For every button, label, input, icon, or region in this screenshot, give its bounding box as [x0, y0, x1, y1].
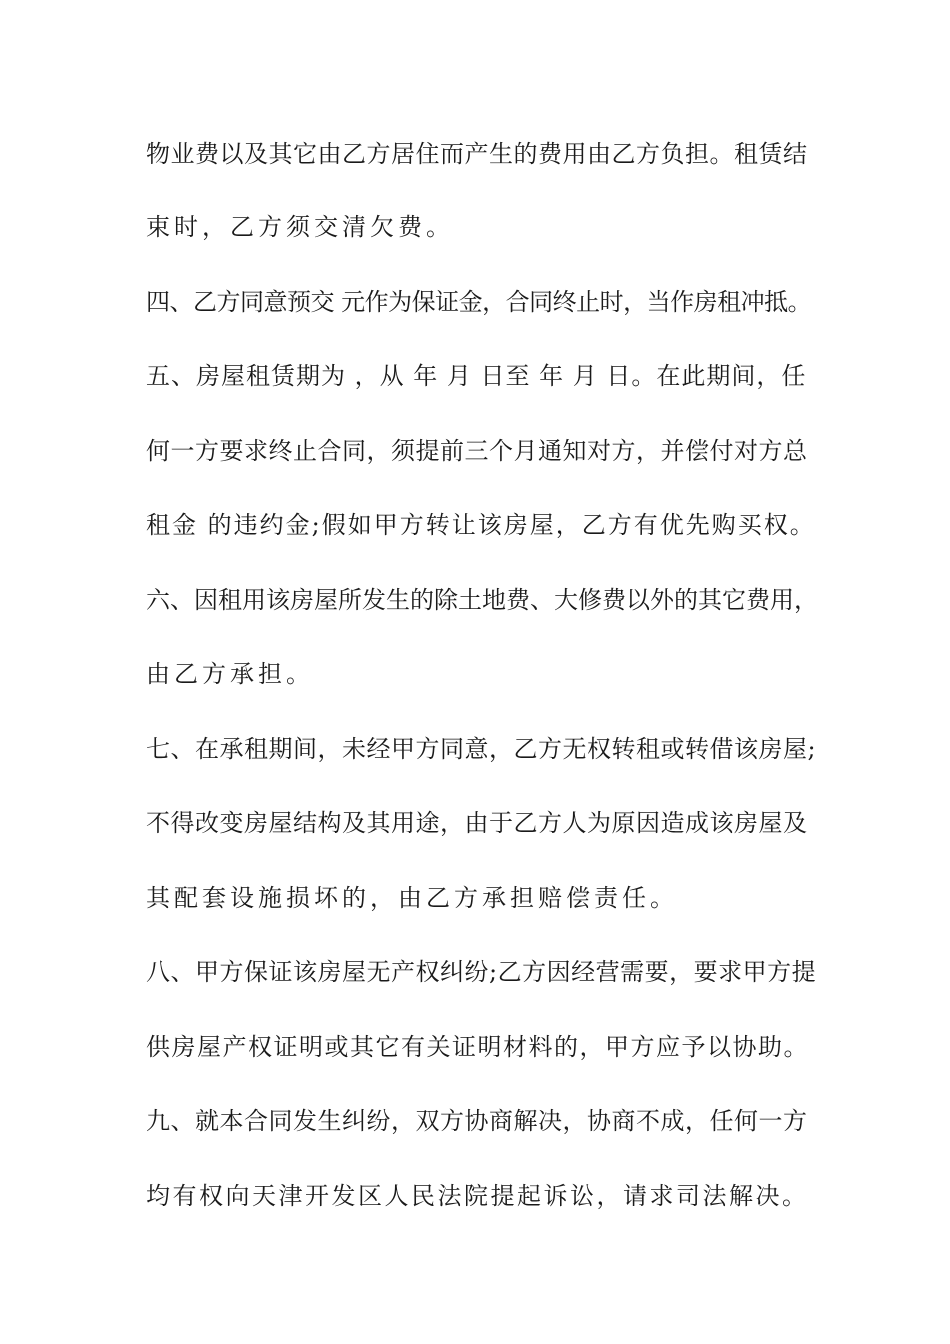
text-line: 八、甲方保证该房屋无产权纠纷;乙方因经营需要，要求甲方提	[146, 958, 817, 986]
text-line: 四、乙方同意预交 元作为保证金，合同终止时，当作房租冲抵。	[146, 288, 812, 316]
text-line: 租金 的违约金;假如甲方转让该房屋，乙方有优先购买权。	[146, 511, 816, 539]
text-line: 其配套设施损坏的，由乙方承担赔偿责任。	[146, 884, 678, 912]
text-line: 七、在承租期间，未经甲方同意，乙方无权转租或转借该房屋;	[146, 735, 817, 763]
text-line: 不得改变房屋结构及其用途，由于乙方人为原因造成该房屋及	[146, 809, 808, 837]
text-line: 均有权向天津开发区人民法院提起诉讼，请求司法解决。	[146, 1182, 809, 1210]
text-line: 供房屋产权证明或其它有关证明材料的，甲方应予以协助。	[146, 1033, 809, 1061]
text-line: 六、因租用该房屋所发生的除土地费、大修费以外的其它费用，	[146, 586, 818, 614]
text-line: 由乙方承担。	[146, 660, 314, 688]
text-line: 束时，乙方须交清欠费。	[146, 213, 454, 241]
text-line: 五、房屋租赁期为 ，从 年 月 日至 年 月 日。在此期间，任	[146, 362, 807, 390]
text-line: 九、就本合同发生纠纷，双方协商解决，协商不成，任何一方	[146, 1107, 808, 1135]
text-line: 物业费以及其它由乙方居住而产生的费用由乙方负担。租赁结	[146, 140, 808, 168]
text-line: 何一方要求终止合同，须提前三个月通知对方，并偿付对方总	[146, 437, 808, 465]
